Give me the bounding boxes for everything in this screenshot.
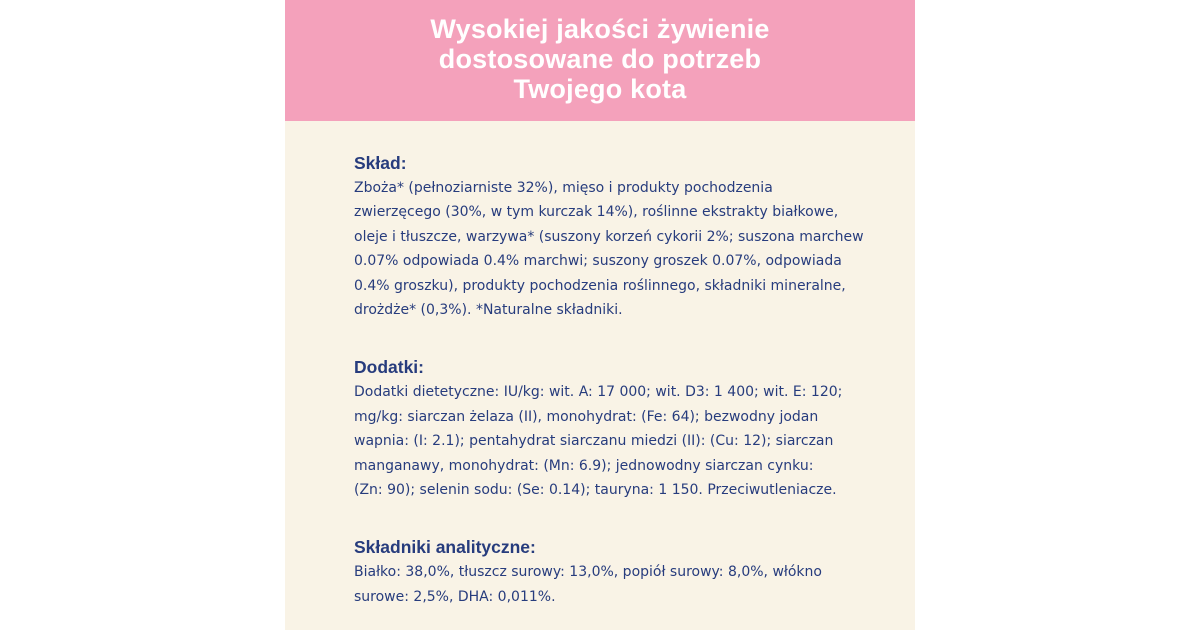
section-heading-analytical: Składniki analityczne: (354, 537, 536, 558)
section-composition (354, 151, 874, 322)
section-text-additives: Dodatki dietetyczne: IU/kg: wit. A: 17 000; wit. D3: 1 400; wit. E: 120; mg/kg: siarczan żelaza (II), monohydrat: (Fe: 64); bezwodny jodan wapnia: (I: 2.1); pentahydrat siarczanu miedzi (II): (Cu: 12); siarczan manganawy, monohydrat: (Mn: 6.9); jednowodny siarczan cynku: (Zn: 90); selenin sodu: (Se: 0.14); tauryna: 1 150. Przeciwutleniacze. (354, 384, 843, 499)
section-heading-additives: Dodatki: (354, 357, 424, 378)
section-heading-composition: Skład: (354, 153, 407, 173)
ingredients-content (354, 151, 874, 642)
section-analytical (354, 535, 874, 609)
section-text-analytical: Białko: 38,0%, tłuszcz surowy: 13,0%, popiół surowy: 8,0%, włókno surowe: 2,5%, DHA: 0,011%. (354, 564, 822, 605)
page-title: Wysokiej jakości żywienie dostosowane do potrzeb Twojego kota (430, 13, 770, 104)
section-additives (354, 355, 874, 502)
section-text-composition: Zboża* (pełnoziarniste 32%), mięso i produkty pochodzenia zwierzęcego (30%, w tym kurczak 14%), roślinne ekstrakty białkowe, oleje i tłuszcze, warzywa* (suszony korzeń cykorii 2%; suszona marchew 0.07% odpowiada 0.4% marchwi; suszony groszek 0.07%, odpowiada 0.4% groszku), produkty pochodzenia roślinnego, składniki mineralne, drożdże* (0,3%). *Naturalne składniki. (354, 180, 864, 319)
header-banner (285, 0, 915, 121)
product-info-card (285, 0, 915, 630)
